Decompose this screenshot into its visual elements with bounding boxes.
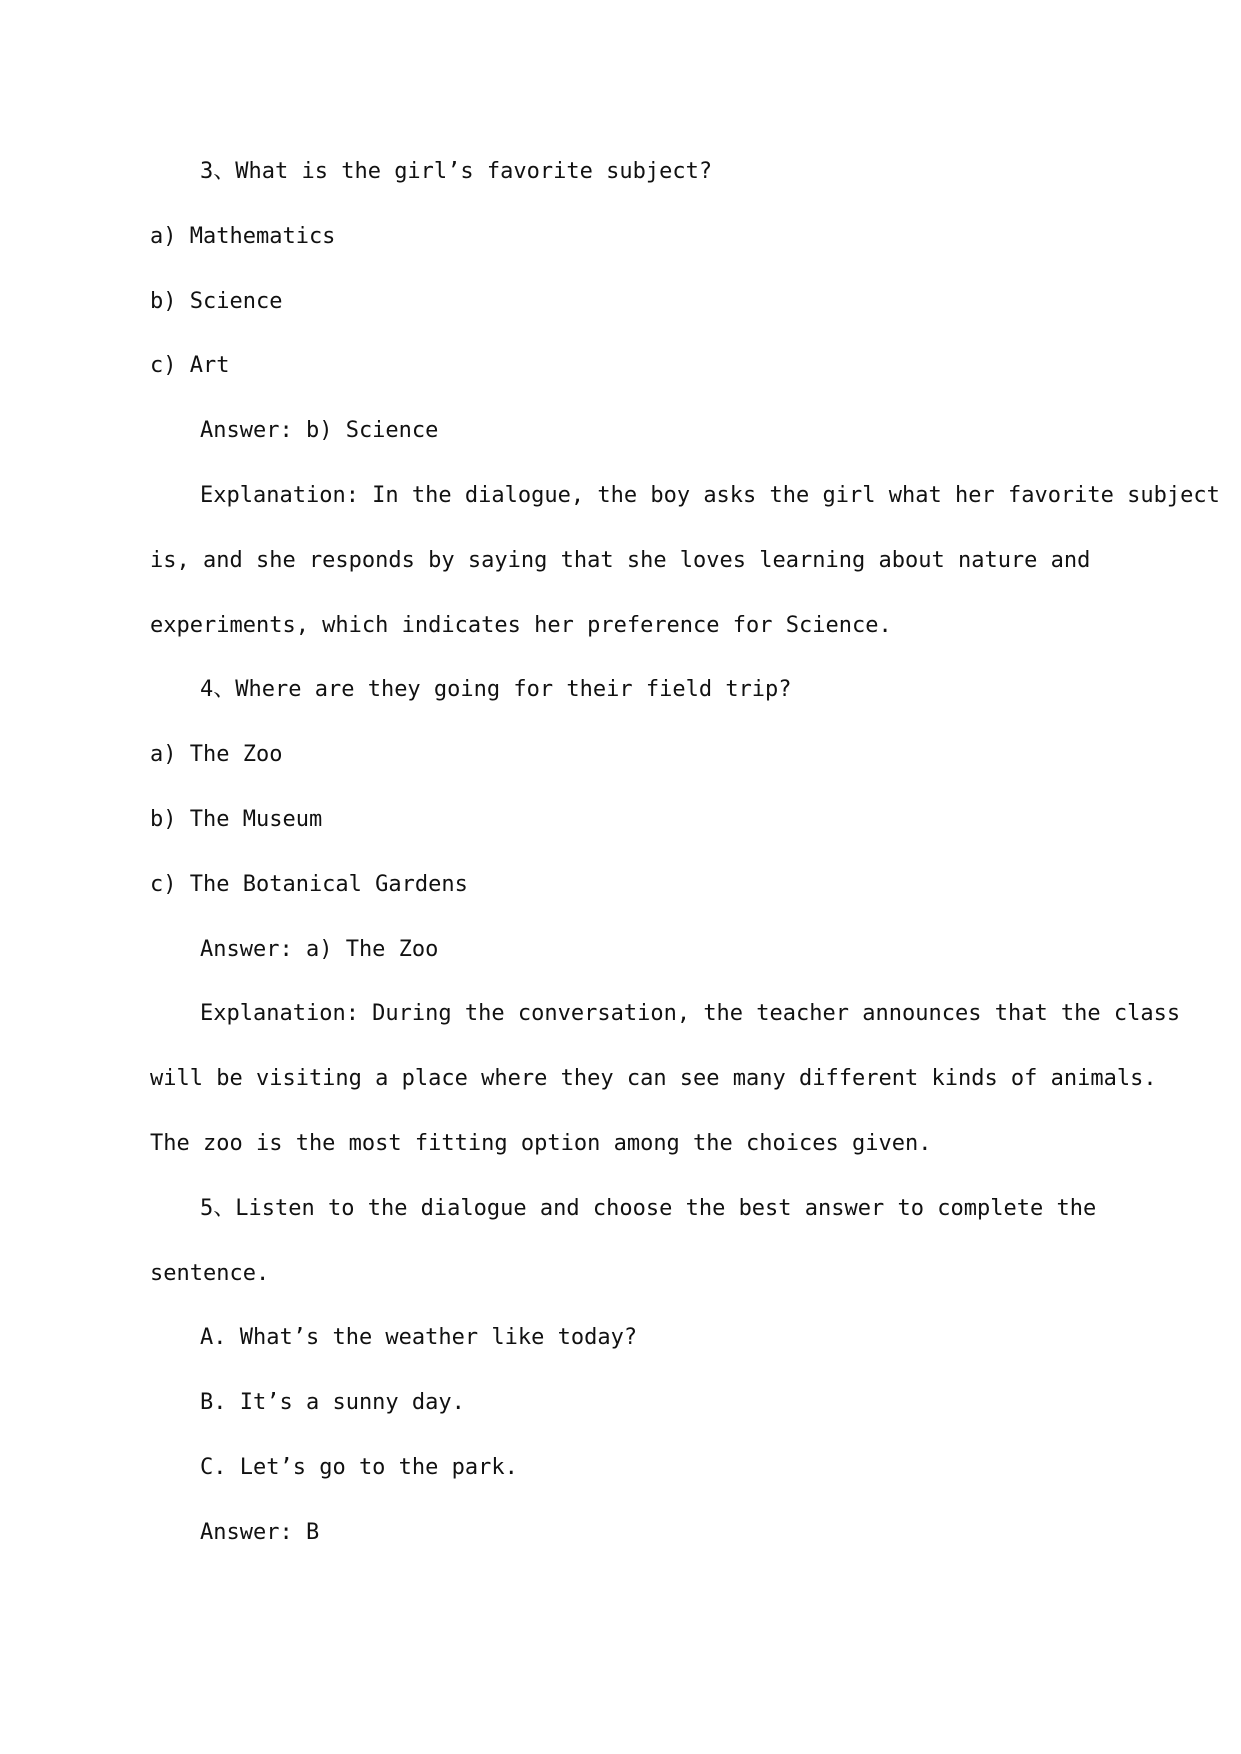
option-a: a) The Zoo [150,742,283,768]
option-a: A. What’s the weather like today? [200,1325,638,1351]
question-text: Where are they going for their field trip? [235,677,792,703]
explanation-line: will be visiting a place where they can see many different kinds of animals. [150,1066,1157,1092]
option-c: C. Let’s go to the park. [200,1454,518,1480]
option-b: B. It’s a sunny day. [200,1390,465,1416]
page-content [150,140,1220,1566]
question-5 [150,1177,1095,1242]
answer-line: Answer: a) The Zoo [200,936,439,962]
question-3 [150,140,1095,205]
option-a: a) Mathematics [150,223,336,249]
explanation-line: Explanation: In the dialogue, the boy asks the girl what her favorite subject [200,482,1220,508]
option-c: c) Art [150,353,230,379]
question-number: 5、 [200,1195,236,1221]
question-text: Listen to the dialogue and choose the best answer to complete the [235,1195,1097,1221]
question-number: 3、 [200,159,236,184]
question-text: What is the girl’s favorite subject? [235,159,713,184]
answer-line: Answer: B [200,1519,320,1545]
option-c: c) The Botanical Gardens [150,871,468,897]
question-number: 4、 [200,677,236,703]
explanation-line: The zoo is the most fitting option among the choices given. [150,1130,932,1156]
answer-line: Answer: b) Science [200,418,439,444]
option-b: b) The Museum [150,806,323,832]
question-text-continued: sentence. [150,1260,270,1286]
explanation-line: Explanation: During the conversation, the teacher announces that the class [200,1001,1181,1027]
explanation-line: is, and she responds by saying that she loves learning about nature and [150,547,1091,573]
question-4 [150,658,1095,723]
option-b: b) Science [150,288,283,314]
explanation-line: experiments, which indicates her preference for Science. [150,612,892,638]
